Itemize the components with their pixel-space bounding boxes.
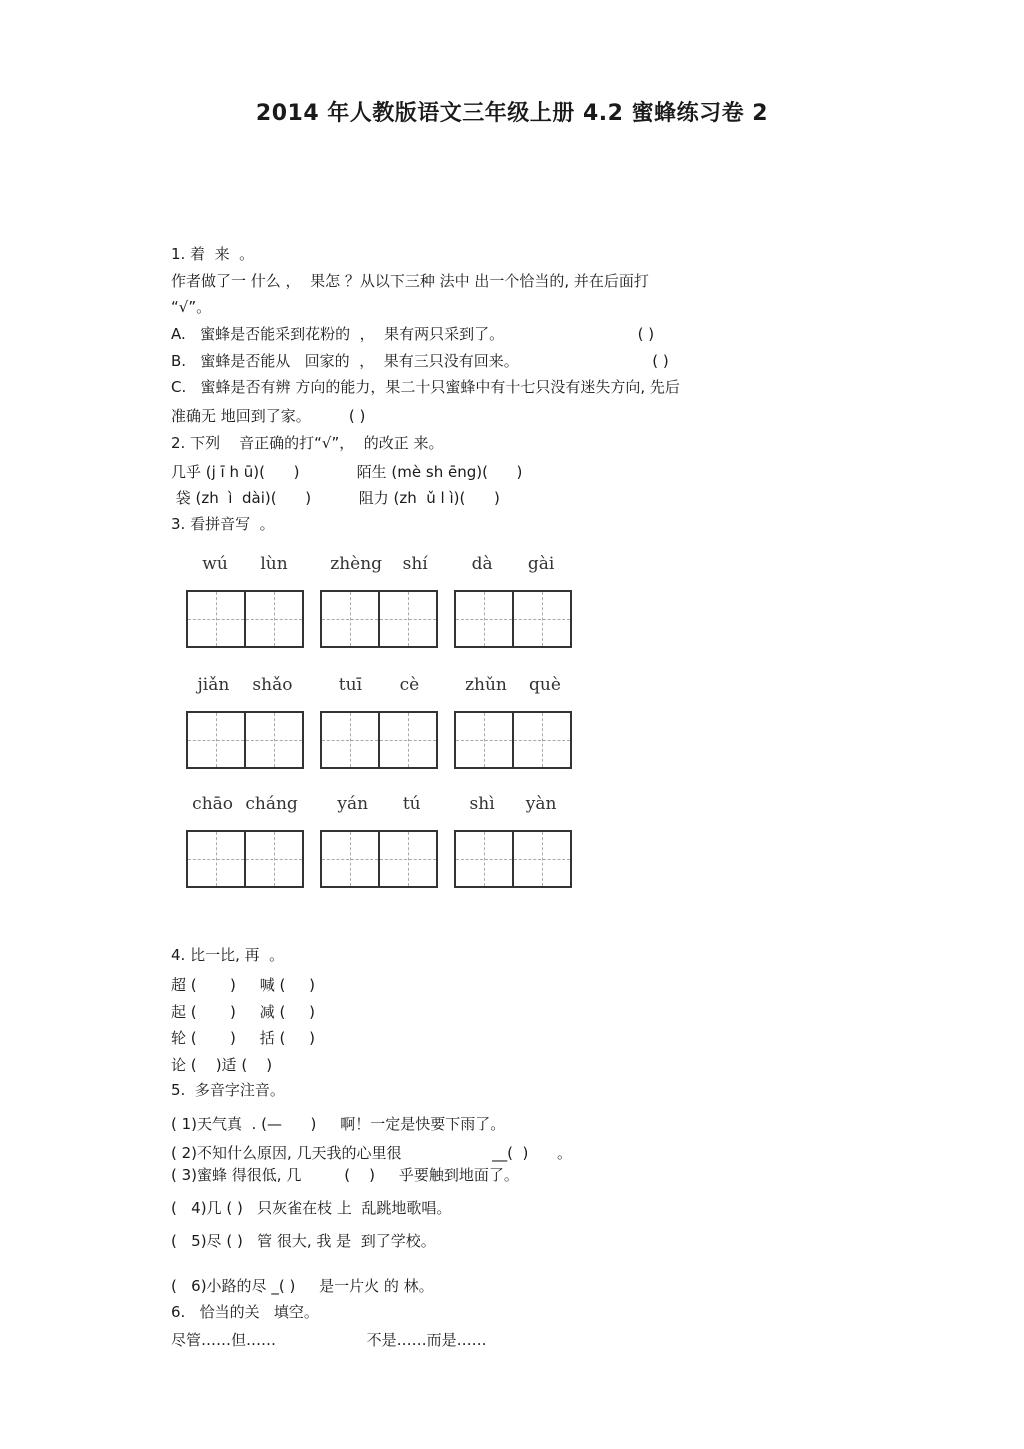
tianzige-cell[interactable] (512, 713, 570, 767)
pinyin-syllable: chāo (192, 794, 234, 814)
pinyin-syllable: yàn (525, 794, 557, 814)
tianzige-boxes[interactable] (454, 711, 572, 769)
question-line-2: 超 ( ) 喊 ( ) (171, 976, 316, 994)
pinyin-syllable: gài (527, 554, 555, 574)
tianzige-cell[interactable] (244, 592, 302, 646)
pinyin-label (454, 675, 572, 697)
pinyin-syllable: cháng (245, 794, 298, 814)
word-pair (320, 794, 438, 888)
tianzige-boxes[interactable] (454, 590, 572, 648)
word-pair (454, 554, 572, 648)
question-line-10: ( 4)几 ( ) 只灰雀在枝 上 乱跳地歌唱。 (171, 1199, 452, 1217)
question-line-5: 论 ( )适 ( ) (171, 1056, 273, 1074)
pinyin-syllable: yán (337, 794, 369, 814)
tianzige-cell[interactable] (456, 713, 512, 767)
writing-grid-row (186, 675, 572, 769)
tianzige-boxes[interactable] (186, 590, 304, 648)
tianzige-cell[interactable] (456, 832, 512, 886)
tianzige-boxes[interactable] (320, 590, 438, 648)
tianzige-cell[interactable] (188, 713, 244, 767)
question-line-9: ( 3)蜜蜂 得很低, 几 ( ) 乎要触到地面了。 (171, 1166, 519, 1184)
tianzige-boxes[interactable] (320, 830, 438, 888)
pinyin-syllable: jiǎn (197, 675, 230, 695)
pinyin-label (186, 794, 304, 816)
pinyin-label (454, 554, 572, 576)
question-line-1: 1. 着 来 。 (171, 245, 255, 263)
question-line-8: 2. 下列 音正确的打“√”， 的改正 来。 (171, 434, 444, 452)
word-pair (320, 554, 438, 648)
tianzige-cell[interactable] (378, 832, 436, 886)
pinyin-label (320, 794, 438, 816)
question-line-5: B. 蜜蜂是否能从 回家的 ， 果有三只没有回来。 ( ) (171, 352, 669, 370)
tianzige-cell[interactable] (456, 592, 512, 646)
question-line-1: 4. 比一比, 再 。 (171, 946, 285, 964)
word-pair (186, 794, 304, 888)
writing-grid-row (186, 554, 572, 648)
question-line-11: ( 5)尽 ( ) 管 很大, 我 是 到了学校。 (171, 1232, 436, 1250)
page-title: 2014 年人教版语文三年级上册 4.2 蜜蜂练习卷 2 (255, 101, 769, 126)
tianzige-cell[interactable] (378, 713, 436, 767)
tianzige-cell[interactable] (322, 592, 378, 646)
tianzige-cell[interactable] (244, 713, 302, 767)
word-pair (186, 675, 304, 769)
pinyin-label (186, 675, 304, 697)
pinyin-syllable: wú (202, 554, 228, 574)
tianzige-boxes[interactable] (454, 830, 572, 888)
tianzige-cell[interactable] (322, 713, 378, 767)
pinyin-syllable: tú (402, 794, 421, 814)
tianzige-cell[interactable] (188, 832, 244, 886)
question-line-13: 6. 恰当的关 填空。 (171, 1303, 319, 1321)
question-line-4: 轮 ( ) 括 ( ) (171, 1029, 316, 1047)
question-line-12: ( 6)小路的尽 _( ) 是一片火 的 林。 (171, 1277, 434, 1295)
pinyin-syllable: shì (469, 794, 495, 814)
pinyin-syllable: tuī (338, 675, 363, 695)
tianzige-boxes[interactable] (320, 711, 438, 769)
question-line-4: A. 蜜蜂是否能采到花粉的 ， 果有两只采到了。 ( ) (171, 325, 655, 343)
question-line-8: ( 2)不知什么原因, 几天我的心里很 __( ) 。 (171, 1144, 572, 1162)
pinyin-syllable: zhǔn (465, 675, 507, 695)
pinyin-label (454, 794, 572, 816)
question-line-3: 起 ( ) 减 ( ) (171, 1003, 316, 1021)
question-line-2: 作者做了一 什么 ， 果怎 ？从以下三种 法中 出一个恰当的, 并在后面打 (171, 272, 649, 290)
tianzige-cell[interactable] (378, 592, 436, 646)
writing-grid-row (186, 794, 572, 888)
pinyin-syllable: zhèng (330, 554, 383, 574)
question-line-7: 准确无 地回到了家。 ( ) (171, 407, 366, 425)
question-line-11: 3. 看拼音写 。 (171, 515, 275, 533)
tianzige-cell[interactable] (512, 832, 570, 886)
tianzige-cell[interactable] (188, 592, 244, 646)
tianzige-cell[interactable] (512, 592, 570, 646)
pinyin-syllable: dà (471, 554, 493, 574)
question-line-10: 袋 (zh ì dài)( ) 阻力 (zh ǔ l ì)( ) (171, 489, 500, 507)
word-pair (454, 794, 572, 888)
pinyin-syllable: cè (399, 675, 420, 695)
pinyin-label (320, 554, 438, 576)
question-line-3: “√”。 (171, 298, 212, 316)
question-line-7: ( 1)天气真 . (— ) 啊！一定是快要下雨了。 (171, 1115, 506, 1133)
tianzige-cell[interactable] (244, 832, 302, 886)
word-pair (454, 675, 572, 769)
pinyin-syllable: lùn (260, 554, 288, 574)
question-line-9: 几乎 (j ī h ū)( ) 陌生 (mè sh ēng)( ) (171, 463, 523, 481)
pinyin-label (320, 675, 438, 697)
pinyin-syllable: shǎo (252, 675, 293, 695)
pinyin-syllable: shí (402, 554, 428, 574)
word-pair (186, 554, 304, 648)
tianzige-boxes[interactable] (186, 711, 304, 769)
question-line-6: C. 蜜蜂是否有辨 方向的能力，果二十只蜜蜂中有十七只没有迷失方向, 先后 (171, 378, 680, 396)
question-line-6: 5. 多音字注音。 (171, 1081, 285, 1099)
tianzige-cell[interactable] (322, 832, 378, 886)
pinyin-label (186, 554, 304, 576)
question-line-14: 尽管……但…… 不是……而是…… (171, 1331, 487, 1349)
pinyin-syllable: què (529, 675, 561, 695)
tianzige-boxes[interactable] (186, 830, 304, 888)
word-pair (320, 675, 438, 769)
